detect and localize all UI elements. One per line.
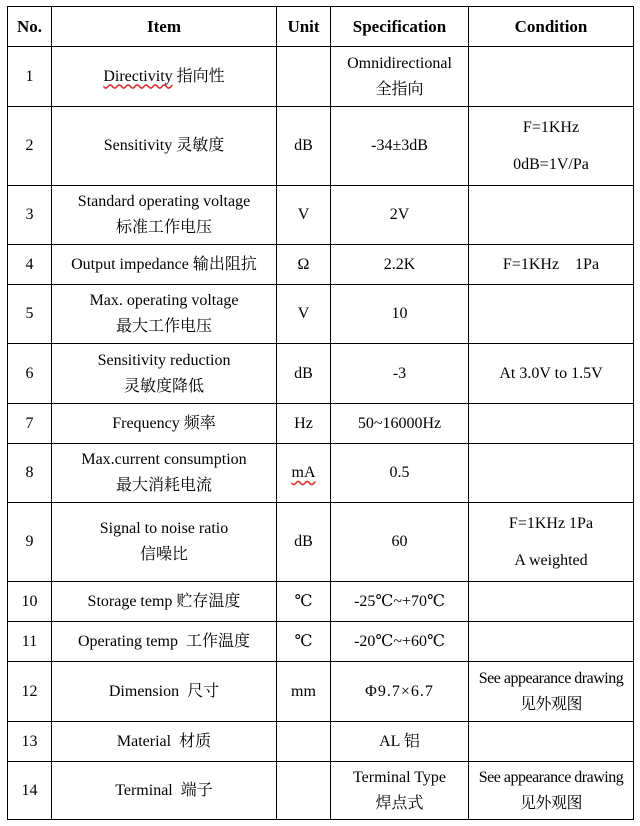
row-item [52,107,277,186]
item-cn: 材质 [179,732,212,750]
unit-text: mA [291,464,316,481]
row-item [52,662,277,722]
row-unit: mm [277,662,331,722]
item-en: Max.current consumption [81,451,247,468]
condition-line-1: F=1KHz [522,119,580,136]
condition-line-1: F=1KHz 1Pa [508,515,594,532]
table-row [8,444,634,503]
item-en: Terminal [115,781,173,799]
item-cn: 灵敏度降低 [123,377,204,395]
row-condition [469,503,634,582]
item-en: Storage temp [87,592,173,610]
item-cn: 最大工作电压 [115,318,212,335]
spec-table [7,6,634,820]
row-condition [469,722,634,762]
row-no: 6 [8,344,52,404]
row-unit: dB [277,107,331,186]
row-no: 9 [8,503,52,582]
row-no: 12 [8,662,52,722]
row-condition [469,285,634,344]
row-no: 3 [8,186,52,245]
table-row [8,622,634,662]
table-row [8,503,634,582]
item-en: Output impedance [71,255,189,273]
row-spec: -20℃~+60℃ [331,622,469,662]
item-en: Max. operating voltage [89,292,239,309]
row-no: 4 [8,245,52,285]
row-spec: AL 铝 [331,722,469,762]
table-row [8,107,634,186]
row-no: 5 [8,285,52,344]
item-en: Operating temp [78,632,178,650]
row-item [52,245,277,285]
item-en: Frequency [112,414,180,432]
item-cn: 最大消耗电流 [115,477,212,494]
table-row [8,245,634,285]
row-spec: 60 [331,503,469,582]
item-cn: 指向性 [176,67,225,85]
row-item [52,344,277,404]
row-condition [469,186,634,245]
condition-line-2: 见外观图 [519,695,582,713]
row-unit: V [277,186,331,245]
item-en: Sensitivity [103,137,173,154]
row-spec: -3 [331,344,469,404]
item-cn: 灵敏度 [176,137,225,154]
item-en: Dimension [108,682,180,700]
row-no: 10 [8,582,52,622]
item-cn: 标准工作电压 [115,219,212,236]
row-spec: -25℃~+70℃ [331,582,469,622]
row-condition [469,662,634,722]
item-en: Signal to noise ratio [99,520,229,537]
row-no: 2 [8,107,52,186]
row-condition [469,622,634,662]
row-unit: Hz [277,404,331,444]
row-unit [277,444,331,503]
item-cn: 尺寸 [187,682,220,700]
row-item [52,622,277,662]
row-condition [469,404,634,444]
table-row [8,582,634,622]
row-spec: -34±3dB [331,107,469,186]
row-unit: ℃ [277,582,331,622]
row-item [52,47,277,107]
item-cn: 端子 [180,781,213,799]
row-condition [469,47,634,107]
header-condition: Condition [469,7,634,47]
item-en: Sensitivity reduction [97,351,231,369]
item-cn: 输出阻抗 [192,255,257,273]
header-row [8,7,634,47]
table-row [8,722,634,762]
table-row [8,762,634,820]
row-unit: V [277,285,331,344]
table-row [8,662,634,722]
table-row [8,285,634,344]
row-unit: dB [277,344,331,404]
row-spec: 10 [331,285,469,344]
row-condition: At 3.0V to 1.5V [469,344,634,404]
header-item: Item [52,7,277,47]
row-item [52,186,277,245]
condition-line-2: A weighted [514,552,588,569]
table-row [8,186,634,245]
row-no: 14 [8,762,52,820]
spec-line-2: 全指向 [375,80,424,98]
row-condition: F=1KHz 1Pa [469,245,634,285]
spec-line-2: 焊点式 [375,794,424,812]
row-item [52,503,277,582]
item-cn: 工作温度 [185,632,250,650]
row-no: 7 [8,404,52,444]
spec-line-1: Omnidirectional [347,54,452,72]
row-unit: ℃ [277,622,331,662]
row-item [52,404,277,444]
row-spec: 2V [331,186,469,245]
condition-line-1: See appearance drawing [478,669,624,687]
header-specification: Specification [331,7,469,47]
item-cn: 信噪比 [139,546,188,563]
row-spec: Φ9.7×6.7 [331,662,469,722]
spec-table-container [7,6,634,820]
row-spec [331,47,469,107]
row-no: 13 [8,722,52,762]
row-spec: 2.2K [331,245,469,285]
row-condition [469,107,634,186]
row-unit: Ω [277,245,331,285]
row-no: 11 [8,622,52,662]
row-no: 8 [8,444,52,503]
row-condition [469,762,634,820]
row-unit [277,762,331,820]
row-spec: 50~16000Hz [331,404,469,444]
row-no: 1 [8,47,52,107]
table-row [8,47,634,107]
item-en: Directivity [103,67,173,85]
row-item [52,444,277,503]
table-row [8,344,634,404]
item-cn: 贮存温度 [176,592,241,610]
row-item [52,582,277,622]
condition-line-2: 0dB=1V/Pa [513,156,589,173]
condition-line-1: See appearance drawing [478,768,624,786]
header-unit: Unit [277,7,331,47]
row-unit [277,47,331,107]
row-condition [469,582,634,622]
row-spec [331,762,469,820]
item-en: Material [116,732,172,750]
spec-line-1: Terminal Type [353,768,446,786]
row-spec: 0.5 [331,444,469,503]
item-cn: 频率 [183,414,216,432]
condition-line-2: 见外观图 [519,794,582,812]
row-condition [469,444,634,503]
row-item [52,285,277,344]
item-en: Standard operating voltage [77,193,251,210]
row-unit: dB [277,503,331,582]
row-unit [277,722,331,762]
header-no: No. [8,7,52,47]
row-item [52,762,277,820]
table-row [8,404,634,444]
row-item [52,722,277,762]
